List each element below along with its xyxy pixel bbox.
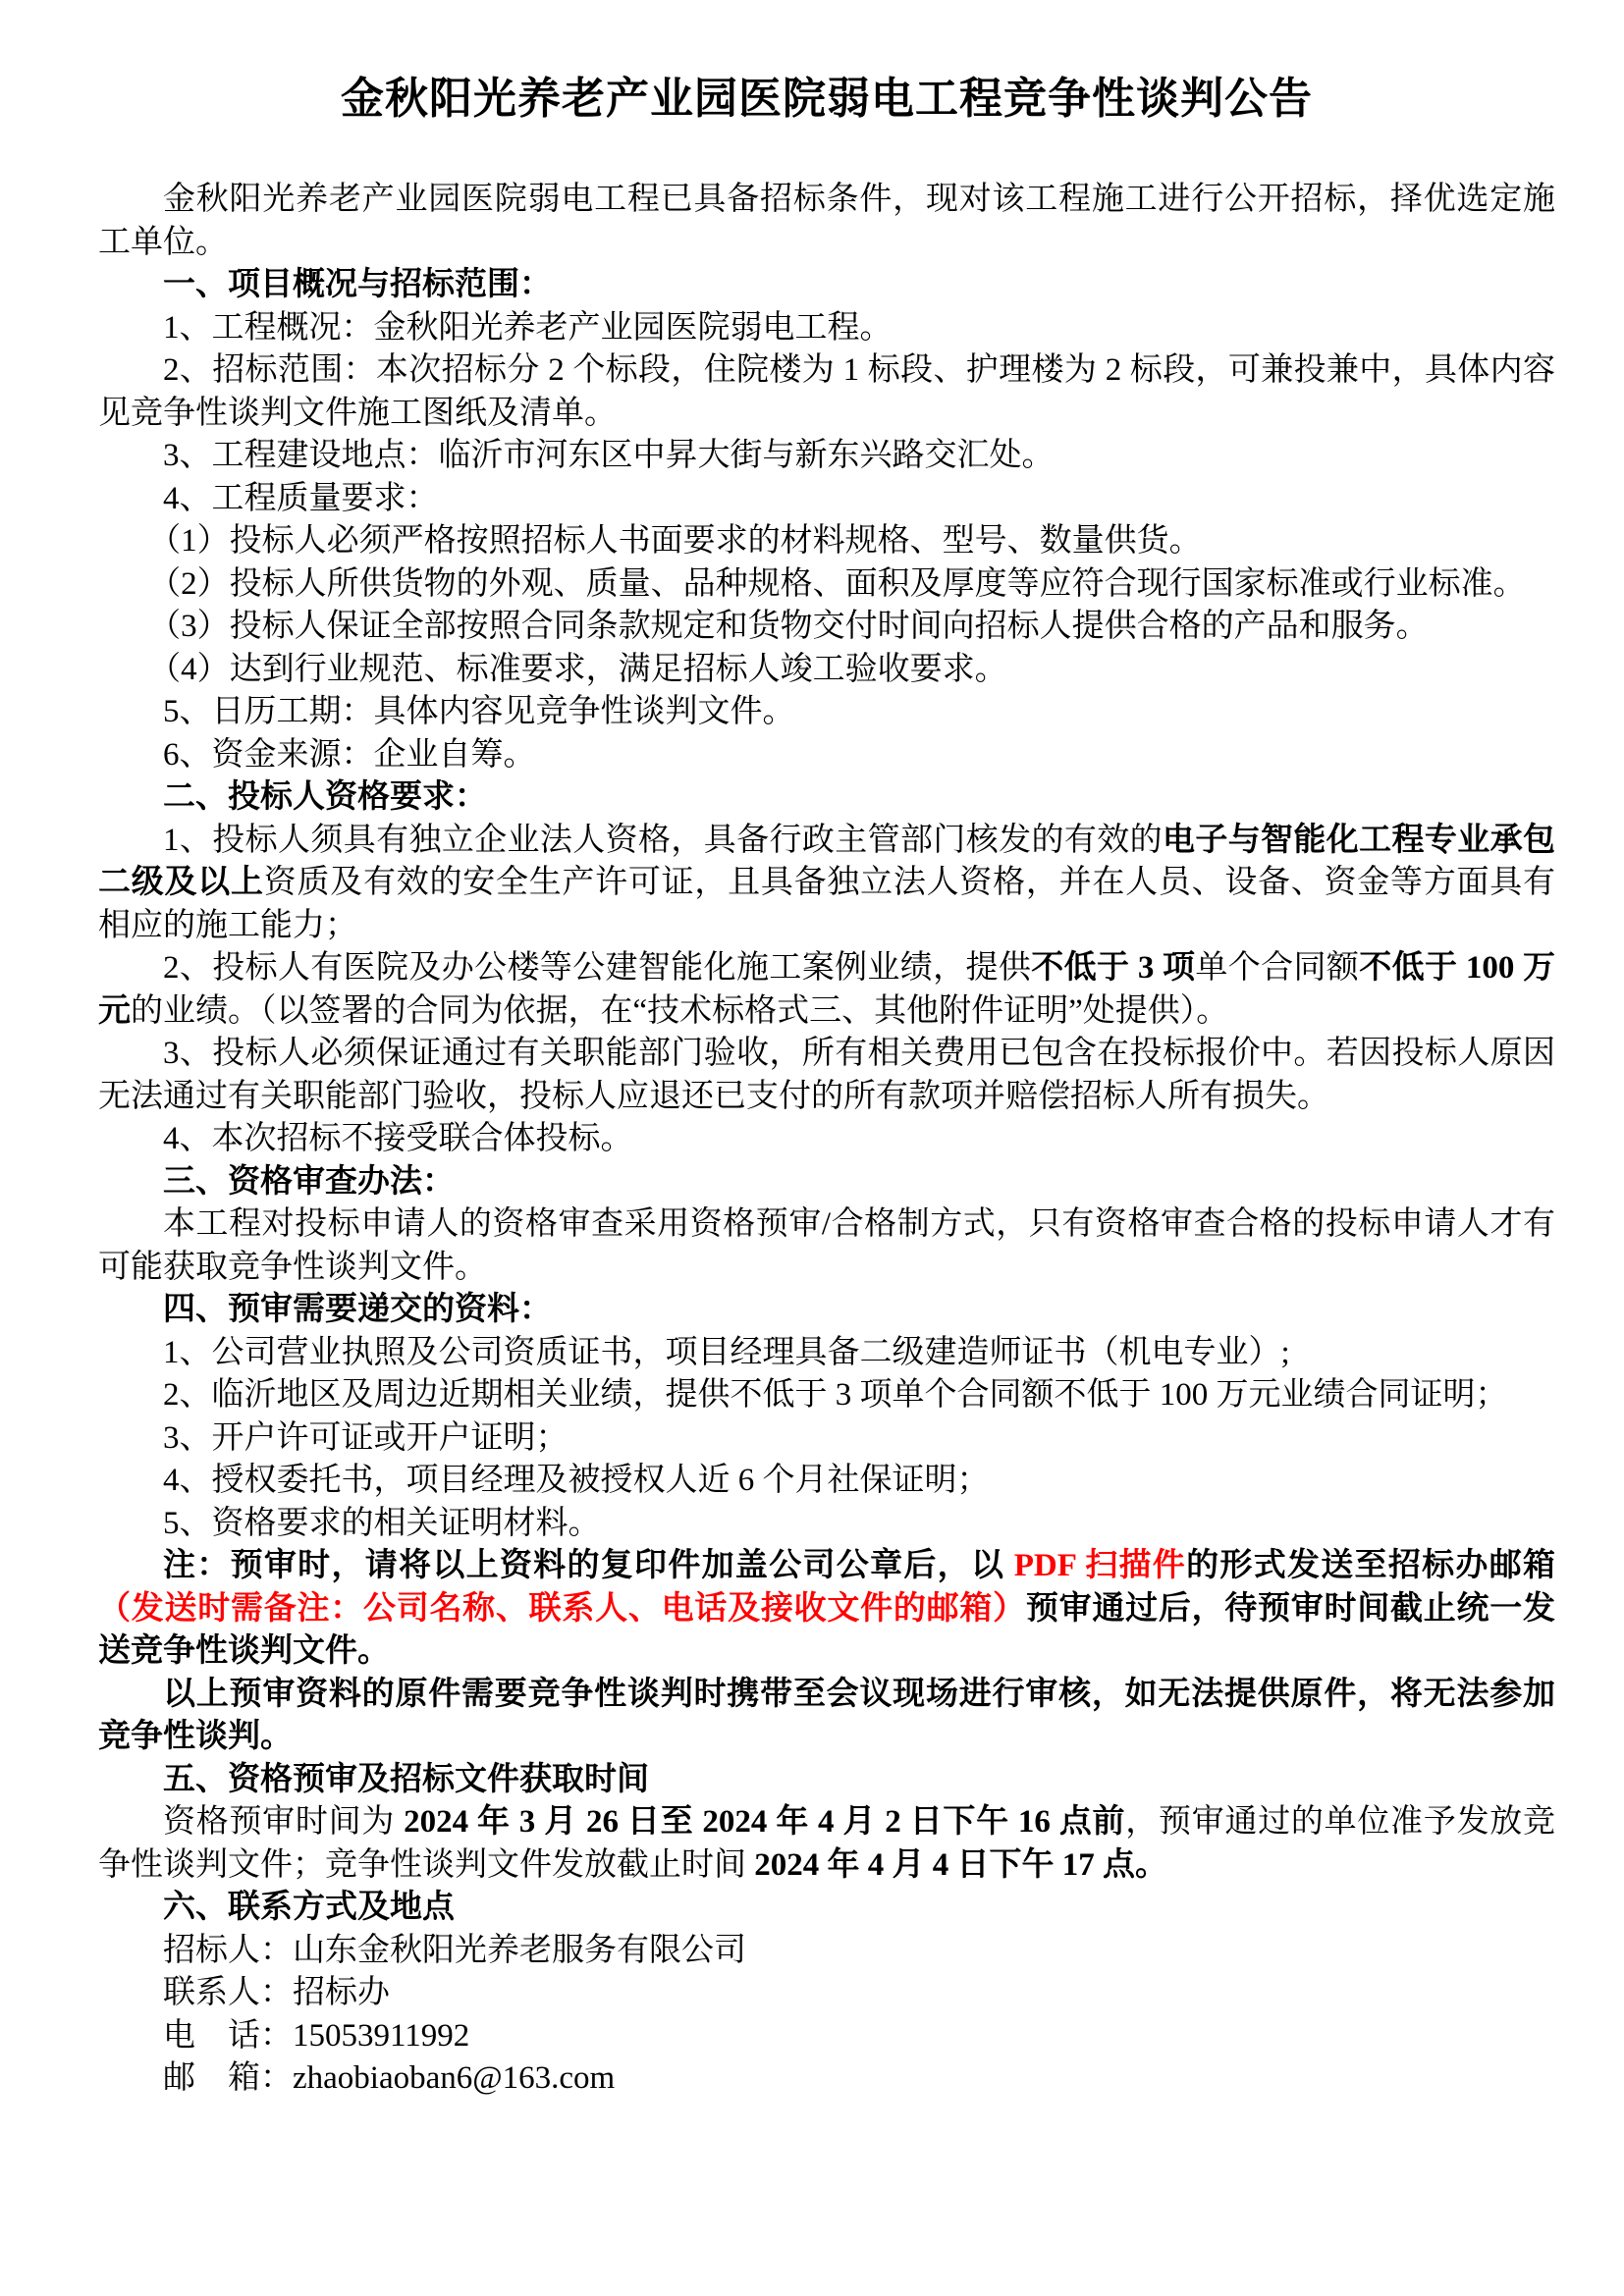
paragraph (98, 820, 1555, 948)
paragraph (98, 520, 1555, 563)
text-run: 3、工程建设地点：临沂市河东区中昇大街与新东兴路交汇处。 (163, 438, 1055, 473)
paragraph (98, 649, 1555, 692)
text-run: 金秋阳光养老产业园医院弱电工程已具备招标条件，现对该工程施工进行公开招标，择优选定施工单位。 (98, 182, 1555, 260)
text-run: 四、预审需要递交的资料： (163, 1292, 552, 1327)
text-run: （4）达到行业规范、标准要求，满足招标人竣工验收要求。 (148, 651, 1007, 687)
text-run: 4、本次招标不接受联合体投标。 (163, 1121, 633, 1156)
text-run: 一、项目概况与招标范围： (163, 267, 552, 302)
paragraph (98, 478, 1555, 521)
text-run: 2024 年 3 月 26 日至 2024 年 4 月 2 日下午 16 点前 (404, 1804, 1126, 1840)
text-run: 3、开户许可证或开户证明； (163, 1419, 568, 1456)
section-heading (98, 1887, 1555, 1930)
text-run: 1、公司营业执照及公司资质证书，项目经理具备二级建造师证书（机电专业）; (163, 1334, 1290, 1370)
paragraph (98, 307, 1555, 350)
paragraph (98, 1801, 1555, 1887)
text-run: 不低于 100 万元 (98, 950, 1556, 1029)
text-run: 的业绩。（以签署的合同为依据，在“技术标格式三、其他附件证明”处提供）。 (131, 992, 1229, 1029)
document-title: 金秋阳光养老产业园医院弱电工程竞争性谈判公告 (341, 75, 1313, 123)
section-heading (98, 1289, 1555, 1332)
paragraph (98, 563, 1555, 607)
highlight-red-text: （发送时需备注：公司名称、联系人、电话及接收文件的邮箱） (98, 1590, 1026, 1627)
text-run: 2024 年 4 月 4 日下午 17 点。 (754, 1846, 1167, 1883)
paragraph (98, 1033, 1555, 1118)
text-run: 4、工程质量要求： (163, 480, 439, 516)
text-run: 单个合同额 (1195, 950, 1360, 986)
text-run: 五、资格预审及招标文件获取时间 (163, 1761, 649, 1797)
text-run: 邮 箱：zhaobiaoban6@163.com (163, 2060, 616, 2096)
paragraph (98, 1460, 1555, 1503)
section-heading (98, 776, 1555, 820)
text-run: （2）投标人所供货物的外观、质量、品种规格、面积及厚度等应符合现行国家标准或行业标准。 (148, 565, 1526, 602)
section-heading (98, 1759, 1555, 1802)
paragraph (98, 1930, 1555, 1973)
text-run: 六、联系方式及地点 (163, 1890, 455, 1925)
paragraph (98, 1332, 1555, 1375)
text-run: 招标人：山东金秋阳光养老服务有限公司 (163, 1932, 746, 1968)
text-run: 电 话：15053911992 (163, 2017, 470, 2054)
text-run: 以上预审资料的原件需要竞争性谈判时携带至会议现场进行审核，如无法提供原件，将无法参加竞争性谈判。 (98, 1676, 1555, 1754)
text-run: 2、投标人有医院及办公楼等公建智能化施工案例业绩，提供 (163, 950, 1032, 986)
text-run: 1、投标人须具有独立企业法人资格，具备行政主管部门核发的有效的 (163, 822, 1163, 858)
text-run: 联系人：招标办 (163, 1975, 390, 2010)
text-run: 6、资金来源：企业自筹。 (163, 736, 536, 773)
text-run: 的形式发送至招标办邮箱 (1186, 1548, 1555, 1583)
paragraph (98, 691, 1555, 734)
text-run: 5、日历工期：具体内容见竞争性谈判文件。 (163, 694, 795, 729)
text-run: ，预审通过的单位准予发放竞争性谈判文件；竞争性谈判文件发放截止时间 (98, 1804, 1556, 1883)
text-run: 注：预审时，请将以上资料的复印件加盖公司公章后，以 (163, 1548, 1014, 1583)
text-run: 2、招标范围：本次招标分 2 个标段，住院楼为 1 标段、护理楼为 2 标段，可兼投兼中，具体内容见竞争性谈判文件施工图纸及清单。 (98, 352, 1555, 431)
paragraph (98, 1203, 1555, 1289)
section-heading (98, 264, 1555, 307)
text-run: 本工程对投标申请人的资格审查采用资格预审/合格制方式，只有资格审查合格的投标申请人才有可能获取竞争性谈判文件。 (98, 1206, 1555, 1285)
text-run: 3、投标人必须保证通过有关职能部门验收，所有相关费用已包含在投标报价中。若因投标人原因无法通过有关职能部门验收，投标人应退还已支付的所有款项并赔偿招标人所有损失。 (98, 1036, 1555, 1114)
text-run: （1）投标人必须严格按照招标人书面要求的材料规格、型号、数量供货。 (148, 523, 1202, 559)
paragraph (98, 2057, 1555, 2101)
paragraph (98, 1674, 1555, 1759)
paragraph (98, 435, 1555, 478)
text-run: 预审通过后，待预审时间截止统一发送竞争性谈判文件。 (98, 1590, 1556, 1669)
paragraph (98, 2015, 1555, 2058)
text-run: 2、临沂地区及周边近期相关业绩，提供不低于 3 项单个合同额不低于 100 万元业绩合同证明； (163, 1377, 1508, 1413)
paragraph (98, 1503, 1555, 1546)
paragraph (98, 947, 1555, 1033)
paragraph (98, 349, 1555, 435)
text-run: 不低于 3 项 (1031, 950, 1196, 986)
text-run: 资格预审时间为 (163, 1804, 405, 1840)
paragraph (98, 1545, 1555, 1674)
text-run: （3）投标人保证全部按照合同条款规定和货物交付时间向招标人提供合格的产品和服务。 (148, 609, 1429, 644)
paragraph (98, 1417, 1555, 1461)
text-run: 资质及有效的安全生产许可证，且具备独立法人资格，并在人员、设备、资金等方面具有相应的施工能力； (98, 865, 1556, 943)
paragraph (98, 179, 1555, 264)
text-run: 电子与智能化工程专业承包二级及以上 (98, 822, 1556, 900)
paragraph (98, 1374, 1555, 1417)
paragraph (98, 1118, 1555, 1161)
document-body (98, 179, 1555, 2101)
section-heading (98, 1161, 1555, 1204)
text-run: 5、资格要求的相关证明材料。 (163, 1505, 601, 1541)
paragraph (98, 734, 1555, 777)
paragraph (98, 606, 1555, 649)
text-run: 1、工程概况：金秋阳光养老产业园医院弱电工程。 (163, 309, 893, 346)
text-run: 二、投标人资格要求： (163, 779, 487, 815)
paragraph (98, 1972, 1555, 2015)
text-run: 4、授权委托书，项目经理及被授权人近 6 个月社保证明； (163, 1463, 990, 1498)
text-run: 三、资格审查办法： (163, 1163, 455, 1200)
highlight-red-text: PDF 扫描件 (1013, 1548, 1187, 1583)
